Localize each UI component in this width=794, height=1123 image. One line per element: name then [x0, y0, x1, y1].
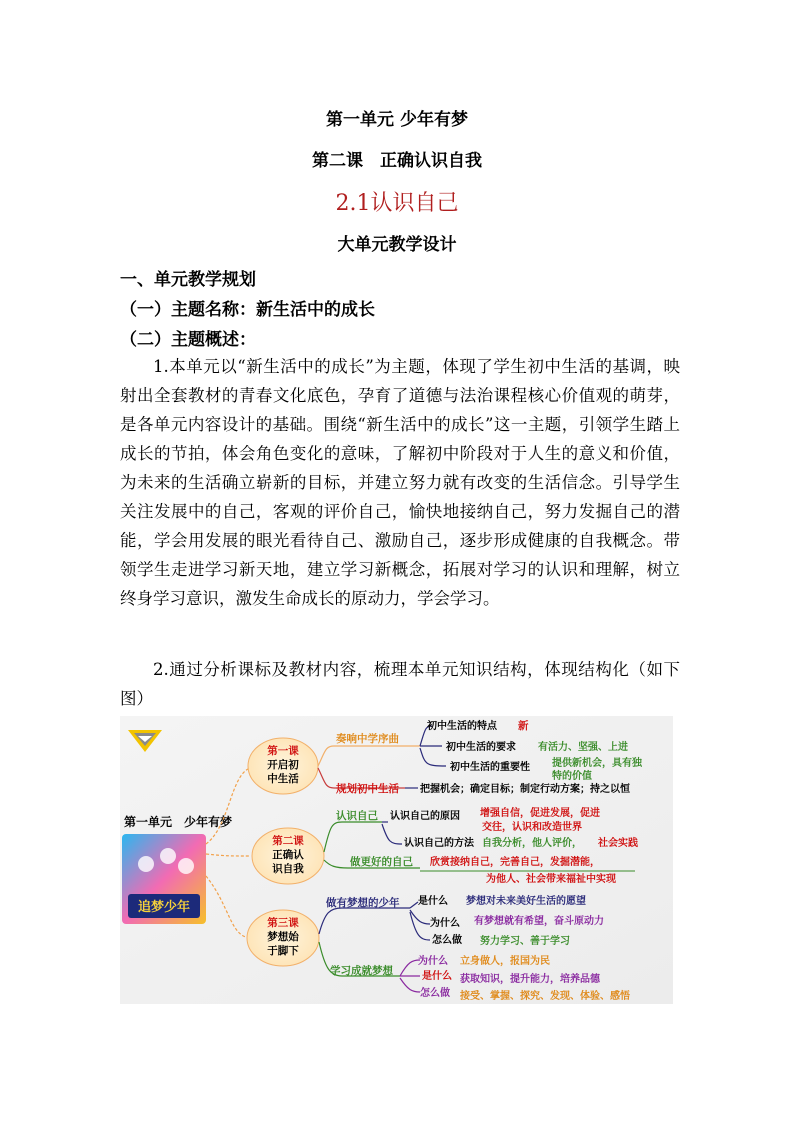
- heading-theme-name: （一）主题名称：新生活中的成长: [120, 300, 375, 320]
- l1-a3: 初中生活的重要性: [450, 762, 530, 773]
- l3-b1-val: 立身做人，报国为民: [460, 956, 550, 967]
- l2-a1-val-2: 交往，认识和改造世界: [482, 822, 582, 833]
- l1-a3-val-1: 提供新机会，具有独: [552, 758, 642, 769]
- logo-image: [122, 834, 206, 924]
- l2-branch-b: 做更好的自己: [350, 856, 413, 868]
- design-title: 大单元教学设计: [337, 235, 457, 255]
- svg-text:识自我: 识自我: [272, 863, 304, 875]
- l3-a1-val: 梦想对未来美好生活的愿望: [466, 896, 586, 907]
- svg-text:第三课: 第三课: [267, 917, 299, 929]
- l3-b2-val: 获取知识，提升能力，培养品德: [460, 974, 600, 985]
- unit-title: 第一单元 少年有梦: [326, 110, 468, 130]
- l1-a1-val: 新: [518, 720, 529, 732]
- l3-b3-val: 接受、掌握、探究、发现、体验、感悟: [460, 991, 630, 1002]
- l2-b1-1: 欣赏接纳自己，完善自己，发掘潜能，: [430, 857, 600, 868]
- l1-b1: 把握机会；确定目标；制定行动方案；持之以恒: [420, 784, 630, 795]
- l1-a1: 初中生活的特点: [427, 721, 497, 732]
- l3-b1: 为什么: [418, 956, 448, 967]
- l1-branch-a: 奏响中学序曲: [336, 733, 399, 745]
- lesson-title: 第二课 正确认识自我: [312, 151, 482, 171]
- svg-text:中生活: 中生活: [267, 773, 299, 785]
- mindmap-root: 第一单元 少年有梦: [124, 815, 233, 829]
- svg-text:于脚下: 于脚下: [267, 945, 299, 957]
- l2-a2-val-red: 社会实践: [598, 838, 638, 849]
- section-title: 2.1认识自己: [335, 191, 459, 216]
- l3-a1: 是什么: [418, 896, 448, 907]
- l3-branch-a: 做有梦想的少年: [326, 897, 400, 909]
- l1-a2-val: 有活力、坚强、上进: [538, 742, 628, 753]
- l2-branch-a: 认识自己: [336, 810, 378, 822]
- svg-text:正确认: 正确认: [272, 849, 304, 861]
- heading-unit-plan: 一、单元教学规划: [120, 270, 256, 290]
- l1-branch-b: 规划初中生活: [336, 783, 399, 795]
- l3-b2: 是什么: [422, 971, 452, 982]
- l1-a2: 初中生活的要求: [446, 742, 516, 753]
- l3-a3-val: 努力学习、善于学习: [480, 936, 570, 947]
- lesson2-node: [252, 828, 324, 884]
- svg-text:梦想始: 梦想始: [267, 931, 299, 943]
- svg-text:第二课: 第二课: [272, 835, 304, 847]
- lesson1-node: [248, 738, 318, 794]
- l2-b1-2: 为他人、社会带来福祉中实现: [486, 874, 616, 885]
- l2-a2: 认识自己的方法: [404, 838, 474, 849]
- svg-text:第一课: 第一课: [267, 745, 299, 757]
- l2-a2-val-green: 自我分析，他人评价，: [482, 838, 582, 849]
- logo-text: 追梦少年: [137, 900, 191, 915]
- l1-a3-val-2: 特的价值: [552, 771, 592, 782]
- knowledge-mindmap: [120, 716, 673, 1004]
- l3-a2: 为什么: [430, 918, 460, 929]
- l2-a1: 认识自己的原因: [390, 811, 460, 822]
- l3-a3: 怎么做: [432, 935, 462, 946]
- l2-a1-val-1: 增强自信，促进发展，促进: [480, 808, 600, 819]
- l3-b3: 怎么做: [420, 988, 450, 999]
- paragraph-structure: 2.通过分析课标及教材内容，梳理本单元知识结构，体现结构化（如下图）: [120, 660, 680, 708]
- l3-a2-val: 有梦想就有希望，奋斗原动力: [474, 916, 604, 927]
- paragraph-overview: 1.本单元以“新生活中的成长”为主题，体现了学生初中生活的基调，映射出全套教材的青春文化底色，孕育了道德与法治课程核心价值观的萌芽，是各单元内容设计的基础。围绕“新生活中的成长”这一主题，引领学生踏上成长的节拍，体会角色变化的意味，了解初中阶段对于人生的意义和价值，为未来的生活确立崭新的目标，并建立努力就有改变的生活信念。引导学生关注发展中的自己，客观的评价自己，愉快地接纳自己，努力发掘自己的潜能，学会用发展的眼光看待自己、激励自己，逐步形成健康的自我概念。带领学生走进学习新天地，建立学习新概念，拓展对学习的认识和理解，树立终身学习意识，激发生命成长的原动力，学会学习。: [120, 357, 680, 608]
- lesson3-node: [247, 910, 319, 966]
- l3-branch-b: 学习成就梦想: [330, 965, 393, 977]
- heading-theme-overview: （二）主题概述：: [120, 330, 256, 350]
- svg-text:开启初: 开启初: [267, 759, 299, 771]
